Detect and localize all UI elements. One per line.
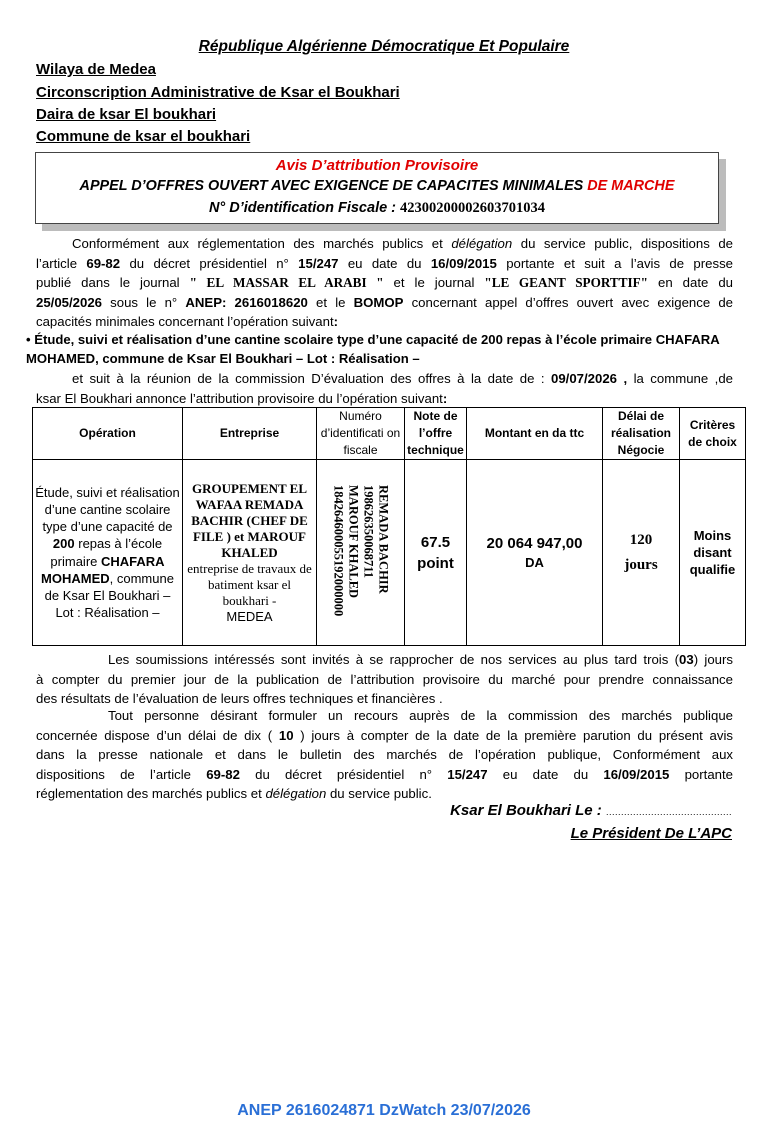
nif-number-1: 198626350068711 [361,484,376,578]
signature-place [450,802,732,819]
montant-value: 20 064 947,00 [486,535,583,553]
entreprise-city: MEDEA [226,608,273,624]
note-value: 67.5 [420,533,451,551]
notice-box [35,152,719,224]
nif-name-2: MAROUF KHALED [346,484,361,598]
header-montant: Montant en da ttc [467,408,603,460]
nif-label: N° D’identification Fiscale : [208,200,397,216]
deadline-line-1: Les soumissions intéressés sont invités à se rapprocher de nos services au plus tard trois (03) jours [108,652,733,667]
republic-heading: République Algérienne Démocratique Et Populaire [198,38,570,55]
table-header-row [33,408,746,460]
nif-vertical-block [331,485,391,616]
cell-montant [467,460,603,646]
cell-note [405,460,467,646]
notice-nif [36,200,718,217]
cell-nif [317,460,405,646]
appeal-line-5: réglementation des marchés publics et délégation du service public. [36,786,432,802]
header-entreprise: Entreprise [183,408,317,460]
delai-unit: jours [624,556,658,573]
intro-line-1: Conformément aux réglementation des marchés publics et délégation du service public, dispositions de [72,236,733,251]
intro-line-4: 25/05/2026 sous le n° ANEP: 2616018620 et le BOMOP concernant appel d’offres ouvert avec exigence de [36,294,733,310]
entreprise-group: GROUPEMENT EL WAFAA REMADA BACHIR (CHEF DE FILE ) et MAROUF KHALED [191,480,308,560]
bullet-text: Étude, suivi et réalisation d’une cantine scolaire type d’une capacité de 200 repas à l’école primaire CHAFARA MOHAMED, commune de Ksar El Boukhari – Lot : Réalisation – [26,332,720,366]
deadline-paragraph [36,650,733,709]
commission-line-2: ksar El Boukhari annonce l’attribution provisoire du l’opération suivant: [36,390,448,406]
note-unit: point [417,554,454,572]
intro-line-3: publié dans le journal " EL MASSAR EL ARABI " et le journal "LE GEANT SPORTTIF" en date du [36,275,733,291]
notice-subtitle [36,178,718,194]
appeal-line-3: dans la presse nationale et dans le bulletin des marchés de l’opération publique, Conformément aux [36,747,733,763]
intro-line-2: l’article 69-82 du décret présidentiel n° 15/247 eu date du 16/09/2015 portante et suit a l’avis de presse [36,255,733,271]
commune-line: Commune de ksar el boukhari [36,128,251,145]
header-operation: Opération [33,408,183,460]
appeal-line-4: dispositions de l’article 69-82 du décret présidentiel n° 15/247 eu date du 16/09/2015 portante [36,766,733,782]
deadline-line-2: à compter du premier jour de la publication de l’attribution provisoire du marché pour prendre connaissance [36,671,733,687]
notice-subtitle-red: DE MARCHE [587,178,675,194]
header-nif: Numéro d’identificati on fiscale [317,408,405,460]
attribution-table [32,407,746,646]
montant-unit: DA [525,555,544,571]
signature-place-label: Ksar El Boukhari Le : [450,802,602,819]
commission-paragraph [36,369,733,408]
nif-name-1: REMADA BACHIR [376,484,391,594]
appeal-line-1: Tout personne désirant formuler un recours auprès de la commission des marchés publique [108,708,733,723]
header-delai: Délai de réalisation Négocie [603,408,680,460]
nif-value: 42300200002603701034 [400,200,546,216]
delai-value: 120 [629,531,653,548]
circonscription-line: Circonscription Administrative de Ksar el Boukhari [36,84,400,101]
daira-line: Daira de ksar El boukhari [36,106,217,123]
cell-entreprise [183,460,317,646]
nif-number-2: 184264600055192000000 [331,484,346,617]
signature-title: Le Président De L’APC [570,825,732,842]
operation-bullet [26,330,746,368]
bullet-symbol: • [26,332,31,347]
header-criteres: Critères de choix [680,408,746,460]
notice-subtitle-main: APPEL D’OFFRES OUVERT AVEC EXIGENCE DE CAPACITES MINIMALES [79,178,584,194]
commission-line-1: et suit à la réunion de la commission D’évaluation des offres à la date de : 09/07/2026 , la commune ,de [72,371,733,386]
appeal-paragraph [36,706,733,804]
deadline-line-3: des résultats de l’évaluation de leurs offres techniques et financières . [36,691,443,707]
signature-dots: .......................................... [605,807,732,817]
intro-paragraph [36,234,733,332]
table-row [33,460,746,646]
intro-line-5: capacités minimales concernant l’opération suivant: [36,314,339,330]
notice-title: Avis D’attribution Provisoire [275,157,479,174]
cell-operation: Étude, suivi et réalisation d’une cantine scolaire type d’une capacité de 200 repas à l’école primaire CHAFARA MOHAMED, commune de Ksar El Boukhari – Lot : Réalisation – [33,460,183,646]
entreprise-desc: entreprise de travaux de batiment ksar el boukhari - [187,560,312,608]
cell-criteres: Moins disant qualifie [680,460,746,646]
header-note: Note de l’offre technique [405,408,467,460]
wilaya-line: Wilaya de Medea [36,61,156,78]
appeal-line-2: concernée dispose d’un délai de dix ( 10 ) jours à compter de la date de la première parution du présent avis [36,727,733,743]
cell-delai [603,460,680,646]
footer-reference: ANEP 2616024871 DzWatch 23/07/2026 [237,1102,531,1119]
